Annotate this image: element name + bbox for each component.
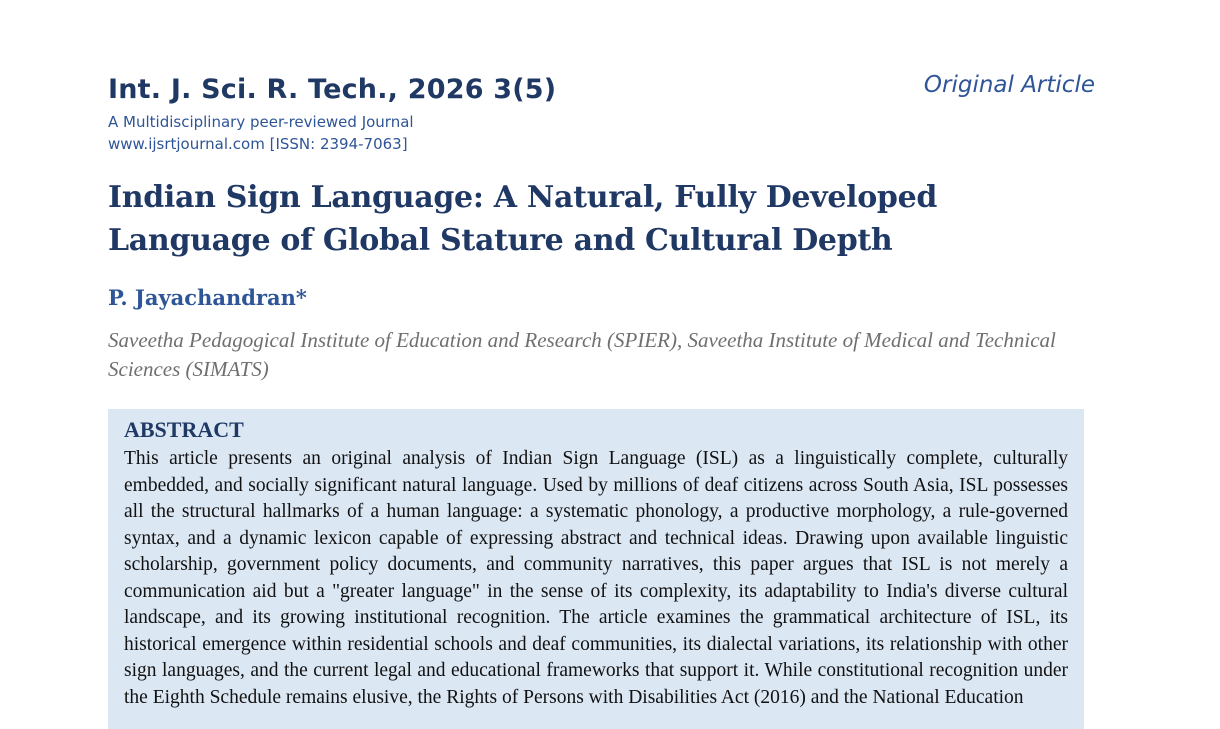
journal-subtitle: A Multidisciplinary peer-reviewed Journal xyxy=(108,113,414,131)
journal-title: Int. J. Sci. R. Tech., 2026 3(5) xyxy=(108,74,557,105)
journal-website: www.ijsrtjournal.com [ISSN: 2394-7063] xyxy=(108,135,408,153)
abstract-text: This article presents an original analysis of Indian Sign Language (ISL) as a linguistically complete, culturally embedded, and socially significant natural language. Used by millions of deaf citizens across South Asia, ISL possesses all the structural hallmarks of a human language: a systematic phonology, a productive morphology, a rule-governed syntax, and a dynamic lexicon capable of expressing abstract and technical ideas. Drawing upon available linguistic scholarship, government policy documents, and community narratives, this paper argues that ISL is not merely a communication aid but a "greater language" in the sense of its complexity, its adaptability to India's diverse cultural landscape, and its growing institutional recognition. The article examines the grammatical architecture of ISL, its historical emergence within residential schools and deaf communities, its dialectal variations, its relationship with other sign languages, and the current legal and educational frameworks that support it. While constitutional recognition under the Eighth Schedule remains elusive, the Rights of Persons with Disabilities Act (2016) and the National Education xyxy=(124,448,1068,708)
paper-title: Indian Sign Language: A Natural, Fully Developed Language of Global Stature and Cultural Depth xyxy=(108,180,938,258)
abstract-heading: ABSTRACT xyxy=(124,417,244,442)
author-affiliation: Saveetha Pedagogical Institute of Education and Research (SPIER), Saveetha Institute of Medical and Technical Sciences (SIMATS) xyxy=(108,328,1056,381)
author-name: P. Jayachandran* xyxy=(108,285,307,310)
abstract-section xyxy=(108,409,1084,729)
article-type-label: Original Article xyxy=(923,72,1095,98)
